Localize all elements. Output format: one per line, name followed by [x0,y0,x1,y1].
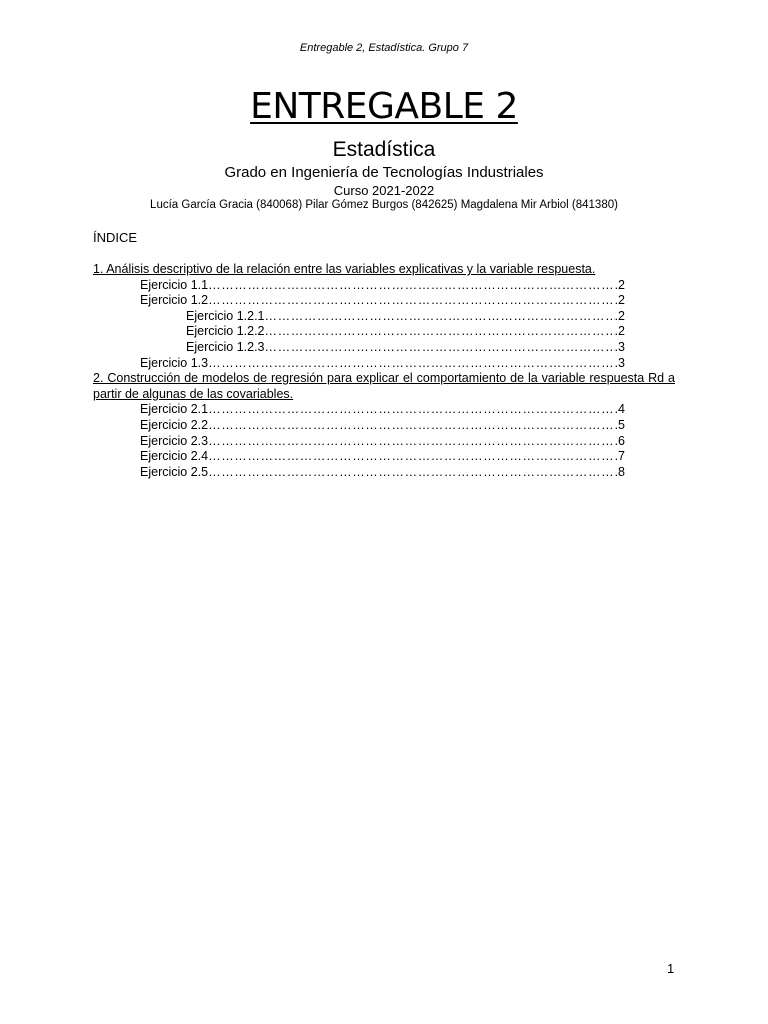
toc-entry-1-3[interactable] [93,356,675,372]
toc-entry-label: Ejercicio 1.2.3 [186,339,265,354]
toc-entry-2-3[interactable] [93,434,675,450]
toc-leader-dots [265,324,615,340]
toc-leader-dots [208,278,614,294]
toc-entry-label: Ejercicio 2.4 [140,449,209,464]
toc-entry-1-1[interactable] [93,278,675,294]
index-heading: ÍNDICE [93,230,138,245]
toc-section-2-title[interactable]: 2. Construcción de modelos de regresión para explicar el comportamiento de la variable respuesta Rd a partir de algunas de las covariables. [93,371,675,401]
course-year: Curso 2021-2022 [333,183,435,198]
toc-entry-page: .6 [614,433,625,448]
toc-entry-page: .2 [614,293,625,308]
toc-leader-dots [208,293,614,309]
toc-entry-page: .5 [614,417,625,432]
toc-entry-1-2-1[interactable] [93,309,675,325]
page-number: 1 [667,961,675,976]
toc-entry-page: .3 [614,355,625,370]
document-title: ENTREGABLE 2 [250,86,518,127]
toc-entry-label: Ejercicio 1.2 [140,293,209,308]
toc-leader-dots [265,340,615,356]
toc-entry-label: Ejercicio 1.1 [140,277,209,292]
toc-leader-dots [208,434,614,450]
toc-leader-dots [208,356,614,372]
toc-entry-page: .4 [614,402,625,417]
toc-leader-dots [265,309,615,325]
toc-leader-dots [208,402,614,418]
toc-entry-page: .2 [614,308,625,323]
toc-entry-2-1[interactable] [93,402,675,418]
toc-entry-label: Ejercicio 1.3 [140,355,209,370]
toc-entry-label: Ejercicio 2.5 [140,464,209,479]
author-list: Lucía García Gracia (840068) Pilar Gómez Burgos (842625) Magdalena Mir Arbiol (841380) [150,199,618,211]
toc-entry-label: Ejercicio 1.2.2 [186,324,265,339]
toc-entry-page: .3 [614,339,625,354]
toc-entry-1-2-3[interactable] [93,340,675,356]
degree-name: Grado en Ingeniería de Tecnologías Industriales [224,164,544,181]
toc-leader-dots [208,418,614,434]
toc-entry-label: Ejercicio 1.2.1 [186,308,265,323]
toc-entry-1-2-2[interactable] [93,324,675,340]
toc-entry-page: .2 [614,277,625,292]
running-header: Entregable 2, Estadística. Grupo 7 [299,42,469,54]
toc-entry-2-4[interactable] [93,449,675,465]
toc-entry-label: Ejercicio 2.1 [140,402,209,417]
toc-entry-2-2[interactable] [93,418,675,434]
toc-section-1-title[interactable]: 1. Análisis descriptivo de la relación entre las variables explicativas y la variable respuesta. [93,262,596,276]
toc-entry-label: Ejercicio 2.2 [140,417,209,432]
toc-leader-dots [208,465,614,481]
toc-entry-page: .7 [614,449,625,464]
toc-entry-label: Ejercicio 2.3 [140,433,209,448]
toc-entry-2-5[interactable] [93,465,675,481]
toc-entry-page: .2 [614,324,625,339]
table-of-contents [93,262,675,480]
toc-entry-1-2[interactable] [93,293,675,309]
toc-leader-dots [208,449,614,465]
subject-name: Estadística [332,138,436,161]
toc-entry-page: .8 [614,464,625,479]
